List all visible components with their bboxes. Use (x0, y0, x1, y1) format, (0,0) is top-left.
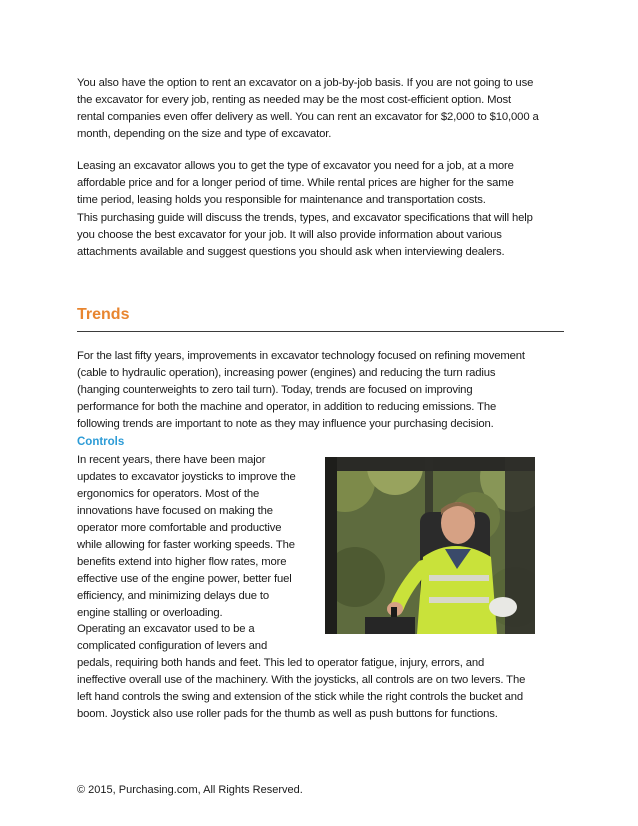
text-line: efficiency, and minimizing delays due to (77, 590, 270, 602)
paragraph-controls (77, 452, 322, 622)
section-divider (77, 331, 564, 332)
text-line: benefits extend into higher flow rates, more (77, 556, 287, 568)
operator-photo (325, 457, 535, 634)
text-line: effective use of the engine power, better fuel (77, 573, 292, 585)
text-line: ineffective overall use of the machinery. With the joysticks, all controls are on two levers. The (77, 674, 526, 686)
text-line: updates to excavator joysticks to improve the (77, 471, 296, 483)
text-line: (hanging counterweights to zero tail turn). Today, trends are focused on improving (77, 384, 473, 396)
paragraph-operating (77, 621, 567, 723)
text-line: This purchasing guide will discuss the trends, types, and excavator specifications that will help (77, 212, 533, 224)
paragraph-guide (77, 210, 567, 261)
subheading-controls: Controls (77, 436, 125, 448)
text-line: performance for both the machine and operator, in addition to reducing emissions. The (77, 401, 497, 413)
text-line: following trends are important to note as they may influence your purchasing decision. (77, 418, 494, 430)
text-line: Leasing an excavator allows you to get the type of excavator you need for a job, at a more (77, 160, 514, 172)
text-line: time period, leasing holds you responsible for maintenance and transportation costs. (77, 194, 486, 206)
text-line: In recent years, there have been major (77, 454, 266, 466)
paragraph-trends (77, 348, 567, 433)
operator-photo-image (325, 457, 535, 634)
text-line: complicated configuration of levers and (77, 640, 268, 652)
text-line: affordable price and for a longer period of time. While rental prices are higher for the same (77, 177, 514, 189)
text-line: operator more comfortable and productive (77, 522, 282, 534)
text-line: engine stalling or overloading. (77, 607, 223, 619)
text-line: (cable to hydraulic operation), increasing power (engines) and reducing the turn radius (77, 367, 496, 379)
text-line: ergonomics for operators. Most of the (77, 488, 260, 500)
text-line: month, depending on the size and type of excavator. (77, 128, 332, 140)
text-line: left hand controls the swing and extension of the stick while the right controls the bucket and (77, 691, 524, 703)
paragraph-rent (77, 75, 567, 143)
footer-copyright: © 2015, Purchasing.com, All Rights Reserved. (77, 784, 303, 796)
text-line: pedals, requiring both hands and feet. This led to operator fatigue, injury, errors, and (77, 657, 485, 669)
text-line: rental companies even offer delivery as well. You can rent an excavator for $2,000 to $10,000 a (77, 111, 539, 123)
text-line: the excavator for every job, renting as needed may be the most cost-efficient option. Most (77, 94, 512, 106)
text-line: while allowing for faster working speeds. The (77, 539, 295, 551)
text-line: innovations have focused on making the (77, 505, 273, 517)
text-line: Operating an excavator used to be a (77, 623, 255, 635)
text-line: attachments available and suggest questions you should ask when interviewing dealers. (77, 246, 505, 258)
section-title-trends: Trends (77, 306, 130, 323)
text-line: You also have the option to rent an excavator on a job-by-job basis. If you are not going to use (77, 77, 534, 89)
paragraph-lease (77, 158, 567, 209)
text-line: you choose the best excavator for your job. It will also provide information about various (77, 229, 502, 241)
text-line: boom. Joystick also use roller pads for the thumb as well as push buttons for functions. (77, 708, 498, 720)
text-line: For the last fifty years, improvements in excavator technology focused on refining movement (77, 350, 525, 362)
